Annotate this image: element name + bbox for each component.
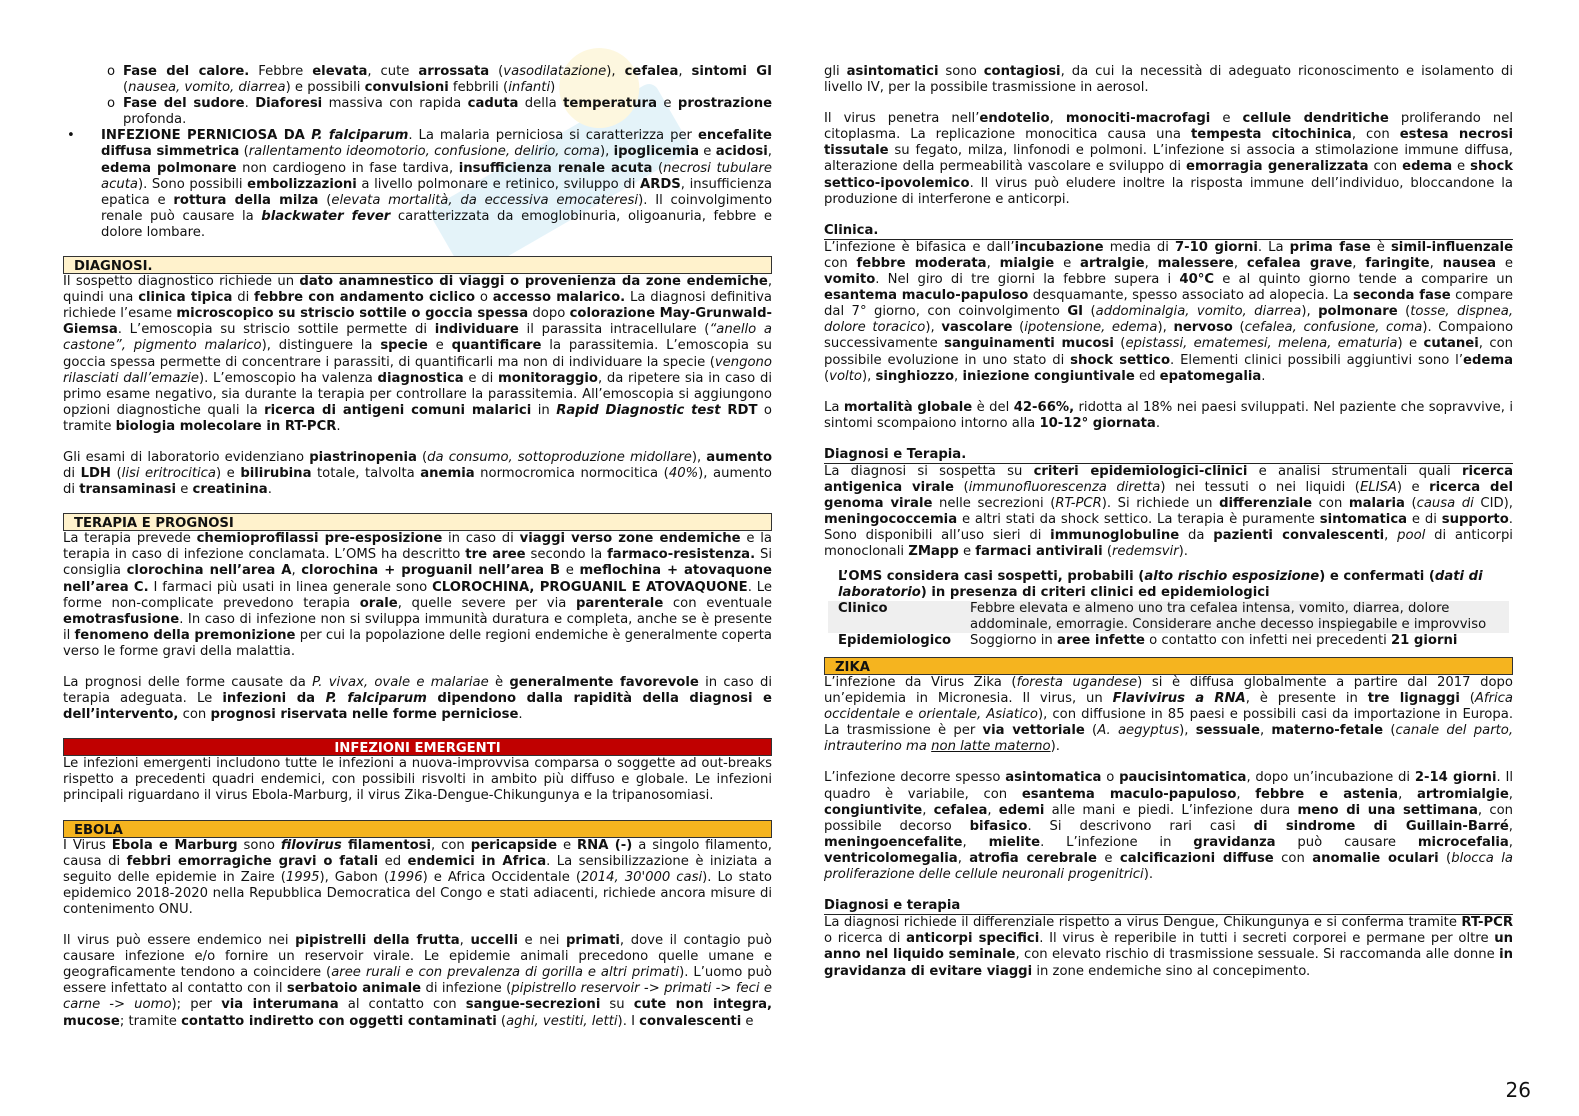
clinica-paragraph: L’infezione è bifasica e dall’incubazione media di 7-10 giorni. La prima fase è simil-influenzale con febbre moderata, mialgie e artralgie, malessere, cefalea grave, faringite, nausea e vomito. Nel giro di tre giorni la febbre supera i 40°C e al quinto giorno tende a comparire un esantema maculo-papuloso desquamante, spesso associato ad alopecia. La seconda fase compare dal 7° giorno, con coinvolgimento GI (addominalgia, vomito, diarrea), polmonare (tosse, dispnea, dolore toracico), vascolare (ipotensione, edema), nervoso (cefalea, confusione, coma). Compaiono successivamente sanguinamenti mucosi (epistassi, ematemesi, melena, ematuria) e cutanei, con possibile evoluzione in uno stato di shock settico. Elementi clinici possibili aggiuntivi sono l’edema (volto), singhiozzo, iniezione congiuntivale ed epatomegalia. [824,239,1514,384]
criteria-value: Febbre elevata e almeno uno tra cefalea intensa, vomito, diarrea, dolore addominale, emorragie. Considerare anche decesso inspiegabile e improvviso [970,600,1487,632]
sub-bullet-icon: o [107,64,116,79]
criteria-label: Clinico [838,600,888,616]
right-column [824,64,1513,980]
diagnosi-paragraph: Il sospetto diagnostico richiede un dato anamnestico di viaggi o provenienza da zone endemiche, quindi una clinica tipica di febbre con andamento ciclico o accesso malarico. La diagnosi definitiva richiede l’esame microscopico su striscio sottile o goccia spessa dopo colorazione May-Grunwald-Giemsa. L’emoscopia su striscio sottile permette di individuare il parassita intracellulare (“anello a castone”, pigmento malarico), distinguere la specie e quantificare la parassitemia. L’emoscopia su goccia spessa permette di concentrare i parassiti, di quantificarli ma non di individuare la specie (vengono rilasciati dall’emazie). L’emoscopio ha valenza diagnostica e di monitoraggio, da ripetere sia in caso di primo esame negativo, sia durante la terapia per controllare la parassitemia. All’emoscopia si aggiungono opzioni diagnostiche quali la ricerca di antigeni comuni malarici in Rapid Diagnostic test RDT o tramite biologia molecolare in RT-PCR. [63,274,773,434]
bullet-icon: • [67,128,75,144]
zika-paragraph: L’infezione da Virus Zika (foresta ugandese) si è diffusa globalmente a partire dal 2017 dopo un’epidemia in Micronesia. Il virus, un Flavivirus a RNA, è presente in tre lignaggi (Africa occidentale e orientale, Asiatico), con diffusione in 85 paesi e possibili casi da importazione in Europa. La trasmissione è per via vettoriale (A. aegyptus), sessuale, materno-fetale (canale del parto, intrauterino ma non latte materno). [824,675,1514,755]
zika-header: ZIKA [824,657,1513,675]
patogenesi-paragraph: Il virus penetra nell’endotelio, monociti-macrofagi e cellule dendritiche proliferando nel citoplasma. La replicazione monocitica causa una tempesta citochinica, con estesa necrosi tissutale su fegato, milza, linfonodi e polmoni. L’infezione si associa a stimolazione immune diffusa, alterazione della permeabilità vascolare e sviluppo di emorragia generalizzata con edema e shock settico-ipovolemico. Il virus può eludere inoltre la risposta immune dell’individuo, bloccandone la produzione di interferone e anticorpi. [824,111,1514,207]
fase-calore-text: Fase del calore. Febbre elevata, cute arrossata (vasodilatazione), cefalea, sintomi GI (nausea, vomito, diarrea) e possibili convulsioni febbrili (infanti) [123,64,772,96]
mortalita-paragraph: La mortalità globale è del 42-66%, ridotta al 18% nei paesi sviluppati. Nel paziente che sopravvive, i sintomi scompaiono intorno alla 10-12° giornata. [824,399,1513,431]
criteria-value: Soggiorno in aree infette o contatto con infetti nei precedenti 21 giorni [970,632,1458,648]
emergenti-paragraph: Le infezioni emergenti includono tutte le infezioni a nuova-improvvisa comparsa o soggette ad out-breaks rispetto a precedenti quadri endemici, con possibili risvolti in ambito più diffuso e globale. Le infezioni principali riguardano il virus Ebola-Marburg, il virus Zika-Dengue-Chikungunya e la tripanosomiasi. [63,756,772,804]
diagnosi-header: DIAGNOSI. [63,256,772,274]
list-item [63,96,772,128]
criteria-label: Epidemiologico [838,632,952,648]
diagnosi-terapia-subheading: Diagnosi e Terapia. [824,447,1513,464]
zika-diagnosi-paragraph: La diagnosi richiede il differenziale rispetto a virus Dengue, Chikungunya e si conferma tramite RT-PCR o ricerca di anticorpi specifici. Il virus è reperibile in tutti i secreti corporei e permane per oltre un anno nel liquido seminale, con elevato rischio di trasmissione sessuale. Si raccomanda alle donne in gravidanza di evitare viaggi in zone endemiche sino al concepimento. [824,915,1514,979]
prognosi-paragraph: La prognosi delle forme causate da P. vivax, ovale e malariae è generalmente favorevole in caso di terapia adeguata. Le infezioni da P. falciparum dipendono dalla rapidità della diagnosi e dell’intervento, con prognosi riservata nelle forme perniciose. [63,675,772,723]
criteria-row [828,633,1509,649]
criteria-row [828,601,1509,633]
diagnosi-lab-paragraph: Gli esami di laboratorio evidenziano piastrinopenia (da consumo, sottoproduzione midollare), aumento di LDH (lisi eritrocitica) e bilirubina totale, talvolta anemia normocromica normocitica (40%), aumento di transaminasi e creatinina. [63,449,773,498]
zika-diagnosi-subheading: Diagnosi e terapia [824,898,1513,915]
ebola-transmission-paragraph: Il virus può essere endemico nei pipistrelli della frutta, uccelli e nei primati, dove il contagio può causare infezione e/o fornire un reservoir virale. Le epidemie animali precedono quelle umane e geograficamente tendono a coincidere (aree rurali e con prevalenza di gorilla e altri primati). L’uomo può essere infettato al contatto con il serbatoio animale di infezione (pipistrello reservoir -> primati -> feci e carne -> uomo); per via interumana al contatto con sangue-secrezioni su cute non integra, mucose; tramite contatto indiretto con oggetti contaminati (aghi, vestiti, letti). I convalescenti e [63,933,773,1029]
infezioni-emergenti-header: INFEZIONI EMERGENTI [63,738,772,756]
oms-criteria-box [828,569,1509,649]
clinica-subheading: Clinica. [824,223,1513,240]
oms-criteria-title: L’OMS considera casi sospetti, probabili (alto rischio esposizione) e confermati (dati di laboratorio) in presenza di criteri clinici ed epidemiologici [838,568,1483,600]
page-number: 26 [1505,1078,1531,1102]
infezione-perniciosa-text: INFEZIONE PERNICIOSA DA P. falciparum. La malaria perniciosa si caratterizza per encefalite diffusa simmetrica (rallentamento ideomotorio, confusione, delirio, coma), ipoglicemia e acidosi, edema polmonare non cardiogeno in fase tardiva, insufficienza renale acuta (necrosi tubulare acuta). Sono possibili embolizzazioni a livello polmonare e retinico, sviluppo di ARDS, insufficienza epatica e rottura della milza (elevata mortalità, da eccessiva emocateresi). Il coinvolgimento renale può causare la blackwater fever caratterizzata da emoglobinuria, oligoanuria, febbre e dolore lombare. [101,128,773,240]
contagio-paragraph: gli asintomatici sono contagiosi, da cui la necessità di adeguato riconoscimento e isolamento di livello IV, per la possibile trasmissione in aerosol. [824,64,1513,96]
sub-bullet-icon: o [107,96,116,112]
list-item [63,64,772,96]
terapia-header: TERAPIA E PROGNOSI [63,513,772,531]
left-column [63,64,772,1030]
diagnosi-terapia-paragraph: La diagnosi si sospetta su criteri epidemiologici-clinici e analisi strumentali quali ricerca antigenica virale (immunofluorescenza diretta) nei tessuti o nei liquidi (ELISA) e ricerca del genoma virale nelle secrezioni (RT-PCR). Si richiede un differenziale con malaria (causa di CID), meningococcemia e altri stati da shock settico. La terapia è puramente sintomatica e di supporto. Sono disponibili all’uso sieri di immunoglobuline da pazienti convalescenti, pool di anticorpi monoclonali ZMapp e farmaci antivirali (redemsvir). [824,463,1513,560]
terapia-paragraph: La terapia prevede chemioprofilassi pre-esposizione in caso di viaggi verso zone endemiche e la terapia in caso di infezione conclamata. L’OMS ha descritto tre aree secondo la farmaco-resistenza. Si consiglia clorochina nell’area A, clorochina + proguanil nell’area B e meflochina + atovaquone nell’area C. I farmaci più usati in linea generale sono CLOROCHINA, PROGUANIL E ATOVAQUONE. Le forme non-complicate prevedono terapia orale, quelle severe per via parenterale con eventuale emotrasfusione. In caso di infezione non si sviluppa immunità duratura e completa, anche se è presente il fenomeno della premonizione per cui la popolazione delle regioni endemiche è generalmente coperta verso le forme gravi della malattia. [63,531,773,659]
ebola-paragraph: I Virus Ebola e Marburg sono filovirus filamentosi, con pericapside e RNA (-) a singolo filamento, causa di febbri emorragiche gravi o fatali ed endemici in Africa. La sensibilizzazione è iniziata a seguito delle epidemie in Zaire (1995), Gabon (1996) e Africa Occidentale (2014, 30'000 casi). Lo stato epidemico 2018-2020 nella Repubblica Democratica del Congo e stati adiacenti, richiede ancora misure di contenimento ONU. [63,837,773,917]
ebola-header: EBOLA [63,820,772,838]
zika-clinica-paragraph: L’infezione decorre spesso asintomatica o paucisintomatica, dopo un’incubazione di 2-14 giorni. Il quadro è variabile, con esantema maculo-papuloso, febbre e astenia, artromialgie, congiuntivite, cefalea, edemi alle mani e piedi. L’infezione dura meno di una settimana, con possibile decorso bifasico. Si descrivono rari casi di sindrome di Guillain-Barré, meningoencefalite, mielite. L’infezione in gravidanza può causare microcefalia, ventricolomegalia, atrofia cerebrale e calcificazioni diffuse con anomalie oculari (blocca la proliferazione delle cellule neuronali progenitrici). [824,770,1514,883]
fase-sudore-text: Fase del sudore. Diaforesi massiva con rapida caduta della temperatura e prostrazione profonda. [123,96,773,128]
list-item [63,128,772,241]
